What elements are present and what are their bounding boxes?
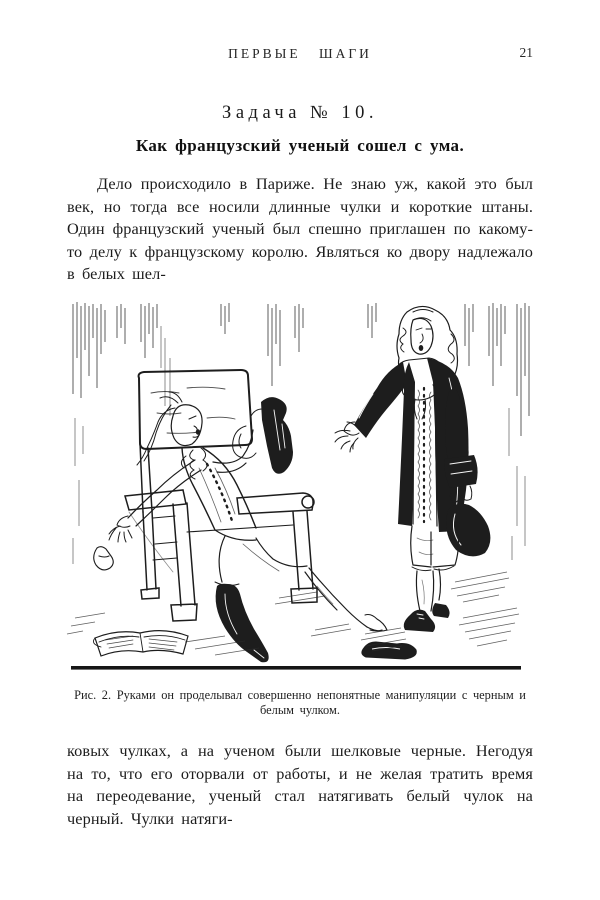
paragraph-bottom: ковых чулках, а на ученом были шелковые черные. Негодуя на то, что его оторвали от работы, и не желая тратить время на переодевание, ученый стал натягивать белый чулок на черный. Чулки натяги- — [67, 740, 533, 828]
page-header — [67, 45, 533, 62]
ground-line — [71, 666, 521, 670]
book-page — [0, 45, 600, 900]
armchair — [125, 370, 317, 621]
dropped-slipper — [362, 642, 416, 659]
figure — [0, 298, 600, 719]
task-title: Задача № 10. — [222, 103, 378, 123]
running-title: ПЕРВЫЕ ШАГИ — [228, 46, 372, 61]
figure-caption: Рис. 2. Руками он проделывал совершенно непонятные манипуляции с черным и белым чулком. — [74, 687, 526, 718]
standing-courtier — [335, 306, 490, 632]
open-book — [93, 631, 188, 656]
chapter-heading: Как французский ученый сошел с ума. — [135, 136, 465, 155]
figure-illustration-engraving — [65, 298, 535, 673]
seated-scholar — [94, 392, 387, 662]
page-number: 21 — [519, 45, 533, 60]
paragraph-top: Дело происходило в Париже. Не знаю уж, какой это был век, но тогда все носили длинные чулки и короткие штаны. Один французский ученый был спешно приглашен по какому-то делу к французскому королю. Являться ко двору надлежало в белых шел- — [67, 174, 533, 284]
